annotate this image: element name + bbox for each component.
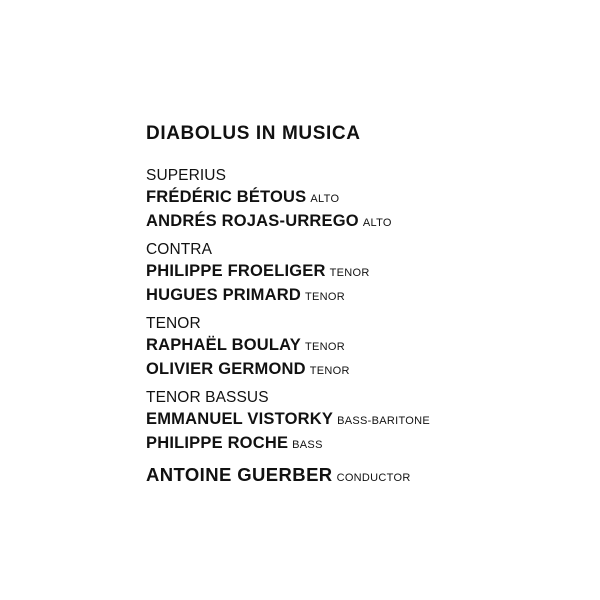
performer-line — [146, 358, 586, 382]
performer-name: OLIVIER GERMOND — [146, 360, 306, 378]
performer-name: PHILIPPE ROCHE — [146, 434, 289, 452]
ensemble-title: DIABOLUS IN MUSICA — [146, 123, 361, 144]
performer-role: TENOR — [329, 267, 370, 279]
director-line — [146, 462, 586, 491]
section-tenor — [146, 314, 586, 382]
director-role: CONDUCTOR — [336, 472, 411, 484]
performer-role: ALTO — [362, 217, 392, 229]
performer-role: TENOR — [305, 341, 345, 353]
section-label: CONTRA — [146, 241, 213, 258]
performer-name: EMMANUEL VISTORKY — [146, 410, 334, 428]
performer-line — [146, 432, 586, 456]
performer-line — [146, 408, 586, 432]
performer-role: BASS — [292, 439, 323, 451]
credits-block — [146, 122, 586, 491]
section-superius — [146, 166, 586, 234]
performer-name: ANDRÉS ROJAS-URREGO — [146, 212, 359, 230]
performer-line — [146, 186, 586, 210]
section-label: TENOR — [146, 315, 201, 332]
performer-name: RAPHAËL BOULAY — [146, 336, 301, 354]
section-contra — [146, 240, 586, 308]
performer-role: ALTO — [310, 193, 340, 205]
performer-role: BASS-BARITONE — [337, 415, 431, 427]
performer-role: TENOR — [304, 291, 345, 303]
performer-role: TENOR — [309, 365, 350, 377]
performer-line — [146, 284, 586, 308]
performer-line — [146, 334, 586, 358]
performer-line — [146, 210, 586, 234]
section-label: SUPERIUS — [146, 167, 227, 184]
performer-name: FRÉDÉRIC BÉTOUS — [146, 188, 307, 206]
performer-line — [146, 260, 586, 284]
performer-name: HUGUES PRIMARD — [146, 286, 301, 304]
director-name: ANTOINE GUERBER — [146, 464, 333, 485]
performer-name: PHILIPPE FROELIGER — [146, 262, 326, 280]
section-label: TENOR BASSUS — [146, 389, 269, 406]
section-tenor-bassus — [146, 388, 586, 456]
